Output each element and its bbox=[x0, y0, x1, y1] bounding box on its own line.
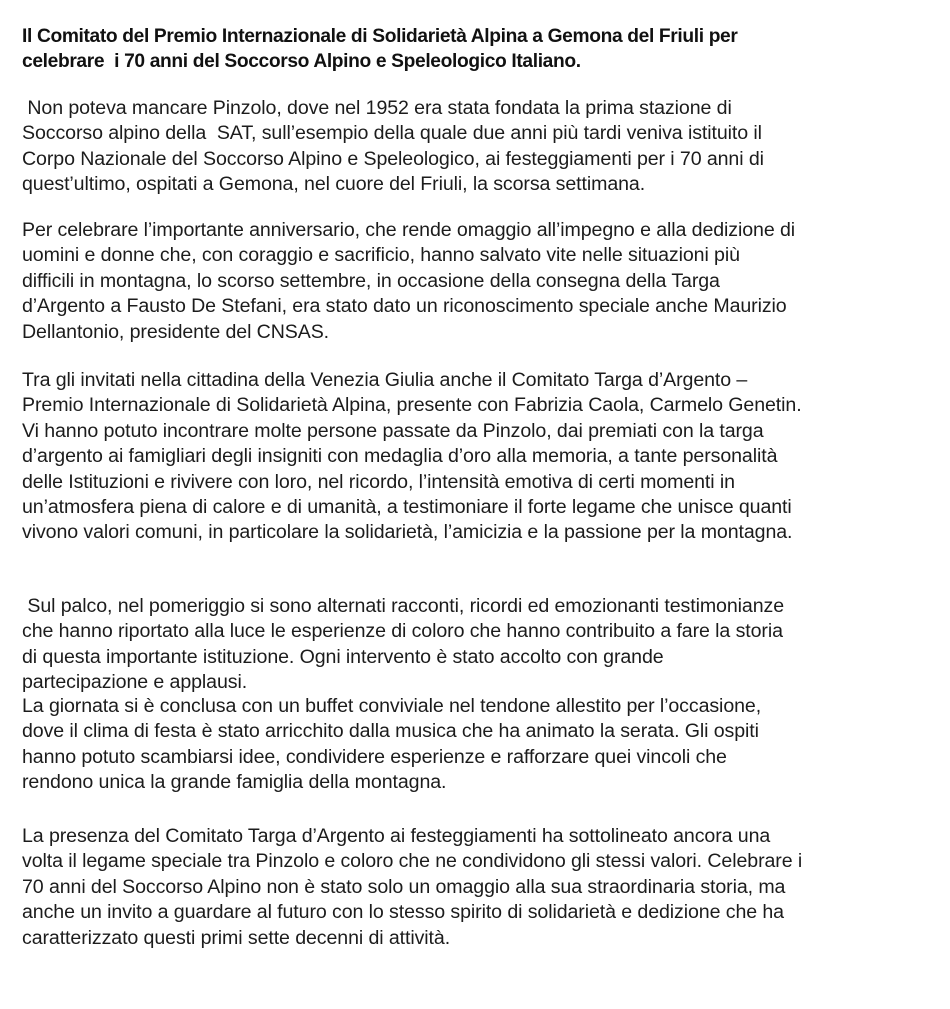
paragraph-line: partecipazione e applausi. bbox=[22, 671, 248, 694]
paragraph-line: 70 anni del Soccorso Alpino non è stato solo un omaggio alla sua straordinaria storia, ma bbox=[22, 875, 786, 898]
paragraph-line: quest’ultimo, ospitati a Gemona, nel cuore del Friuli, la scorsa settimana. bbox=[22, 173, 646, 196]
paragraph-line: dove il clima di festa è stato arricchito dalla musica che ha animato la serata. Gli ospiti bbox=[22, 720, 759, 743]
paragraph-line: vivono valori comuni, in particolare la solidarietà, l’amicizia e la passione per la montagna. bbox=[22, 521, 793, 544]
paragraph-line: che hanno riportato alla luce le esperienze di coloro che hanno contribuito a fare la storia bbox=[22, 620, 783, 643]
paragraph-line: Dellantonio, presidente del CNSAS. bbox=[22, 320, 330, 343]
title-line: celebrare i 70 anni del Soccorso Alpino e Speleologico Italiano. bbox=[22, 51, 581, 73]
paragraph-line: Tra gli invitati nella cittadina della Venezia Giulia anche il Comitato Targa d’Argento – bbox=[22, 369, 748, 391]
paragraph-line: di questa importante istituzione. Ogni intervento è stato accolto con grande bbox=[22, 645, 664, 668]
paragraph-line: volta il legame speciale tra Pinzolo e coloro che ne condividono gli stessi valori. Celebrare i bbox=[22, 850, 803, 873]
paragraph-line: Corpo Nazionale del Soccorso Alpino e Speleologico, ai festeggiamenti per i 70 anni di bbox=[22, 147, 764, 170]
article-title bbox=[22, 24, 932, 75]
paragraph-line: caratterizzato questi primi sette decenni di attività. bbox=[22, 926, 451, 949]
paragraph-line: Soccorso alpino della SAT, sull’esempio della quale due anni più tardi veniva istituito il bbox=[22, 122, 762, 145]
paragraph-pinzolo-history bbox=[22, 96, 932, 198]
paragraph-line: Vi hanno potuto incontrare molte persone passate da Pinzolo, dai premiati con la targa bbox=[22, 419, 764, 442]
paragraph-line: hanno potuto scambiarsi idee, condividere esperienze e rafforzare quei vincoli che bbox=[22, 745, 727, 768]
paragraph-line: La presenza del Comitato Targa d’Argento ai festeggiamenti ha sottolineato ancora una bbox=[22, 825, 771, 847]
paragraph-stage bbox=[22, 594, 932, 696]
paragraph-line: un’atmosfera piena di calore e di umanità, a testimoniare il forte legame che unisce quanti bbox=[22, 496, 792, 519]
paragraph-line: difficili in montagna, lo scorso settembre, in occasione della consegna della Targa bbox=[22, 269, 720, 292]
paragraph-conclusion bbox=[22, 824, 932, 951]
paragraph-line: d’Argento a Fausto De Stefani, era stato dato un riconoscimento speciale anche Maurizio bbox=[22, 295, 787, 318]
paragraph-line: Non poteva mancare Pinzolo, dove nel 1952 era stata fondata la prima stazione di bbox=[22, 97, 732, 119]
paragraph-line: Premio Internazionale di Solidarietà Alpina, presente con Fabrizia Caola, Carmelo Genetin. bbox=[22, 394, 802, 417]
paragraph-line: anche un invito a guardare al futuro con lo stesso spirito di solidarietà e dedizione che ha bbox=[22, 901, 784, 924]
paragraph-line: d’argento ai famigliari degli insigniti con medaglia d’oro alla memoria, a tante personalità bbox=[22, 445, 778, 468]
paragraph-line: delle Istituzioni e rivivere con loro, nel ricordo, l’intensità emotiva di certi momenti in bbox=[22, 470, 735, 493]
paragraph-buffet bbox=[22, 694, 932, 796]
paragraph-line: La giornata si è conclusa con un buffet conviviale nel tendone allestito per l’occasione, bbox=[22, 695, 762, 717]
paragraph-line: rendono unica la grande famiglia della montagna. bbox=[22, 771, 447, 794]
paragraph-line: Sul palco, nel pomeriggio si sono alternati racconti, ricordi ed emozionanti testimonianze bbox=[22, 595, 784, 617]
paragraph-line: Per celebrare l’importante anniversario, che rende omaggio all’impegno e alla dedizione di bbox=[22, 219, 796, 241]
paragraph-anniversary bbox=[22, 218, 932, 345]
paragraph-line: uomini e donne che, con coraggio e sacrificio, hanno salvato vite nelle situazioni più bbox=[22, 244, 740, 267]
title-line: Il Comitato del Premio Internazionale di Solidarietà Alpina a Gemona del Friuli per bbox=[22, 26, 738, 47]
paragraph-guests bbox=[22, 368, 932, 546]
